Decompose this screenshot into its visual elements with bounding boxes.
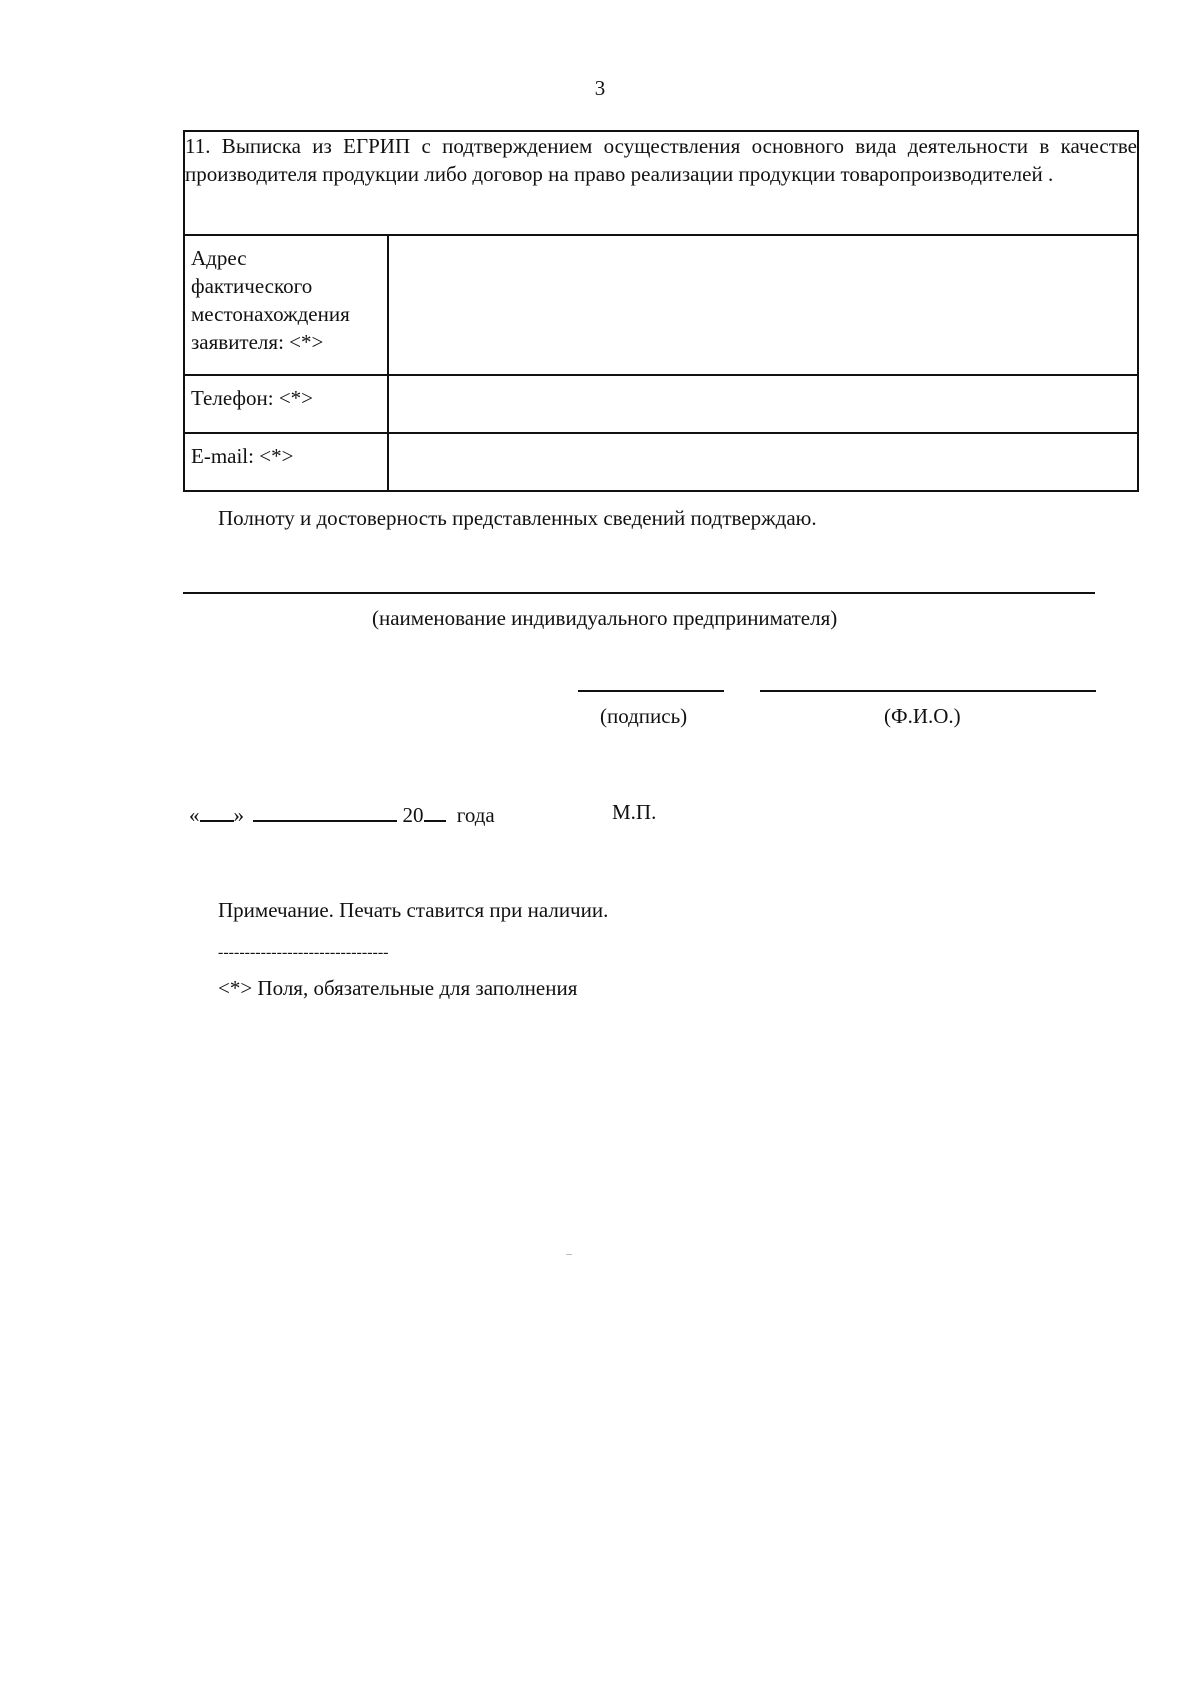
phone-row — [184, 375, 1138, 433]
phone-field[interactable] — [388, 375, 1138, 433]
applicant-info-table — [183, 130, 1139, 492]
signature-caption: (подпись) — [600, 704, 688, 728]
address-label-line: фактического — [191, 274, 313, 298]
day-blank[interactable] — [200, 800, 234, 822]
address-label-line: местонахождения — [191, 302, 350, 326]
page-number: 3 — [594, 76, 606, 100]
fio-line[interactable] — [760, 690, 1096, 692]
fio-caption: (Ф.И.О.) — [884, 704, 961, 728]
scan-speck — [566, 1254, 572, 1255]
close-quote: » — [233, 803, 244, 827]
egrip-row — [184, 131, 1138, 235]
year-suffix: года — [456, 803, 495, 827]
address-label-line: заявителя: <*> — [191, 330, 324, 354]
entrepreneur-name-line[interactable] — [183, 592, 1095, 594]
email-row — [184, 433, 1138, 491]
stamp-note: Примечание. Печать ставится при наличии. — [218, 898, 609, 922]
email-label: E-mail: <*> — [184, 433, 388, 491]
address-label-line: Адрес — [191, 246, 247, 270]
entrepreneur-caption: (наименование индивидуального предпринимателя) — [372, 606, 838, 630]
date-line — [189, 800, 495, 828]
month-blank[interactable] — [253, 800, 397, 822]
address-label — [184, 235, 388, 375]
footnote-separator: -------------------------------- — [218, 944, 389, 961]
egrip-text: 11. Выписка из ЕГРИП с подтверждением осуществления основного вида деятельности в качестве производителя продукции либо договор на право реализации продукции товаропроизводителей . — [184, 131, 1138, 235]
year-prefix: 20 — [402, 803, 424, 827]
year-blank[interactable] — [424, 800, 446, 822]
stamp-place: М.П. — [612, 800, 657, 824]
address-field[interactable] — [388, 235, 1138, 375]
required-fields-footnote: <*> Поля, обязательные для заполнения — [218, 976, 578, 1000]
confirmation-statement: Полноту и достоверность представленных сведений подтверждаю. — [218, 506, 817, 530]
signature-line[interactable] — [578, 690, 724, 692]
phone-label: Телефон: <*> — [184, 375, 388, 433]
address-row — [184, 235, 1138, 375]
open-quote: « — [189, 803, 200, 827]
email-field[interactable] — [388, 433, 1138, 491]
